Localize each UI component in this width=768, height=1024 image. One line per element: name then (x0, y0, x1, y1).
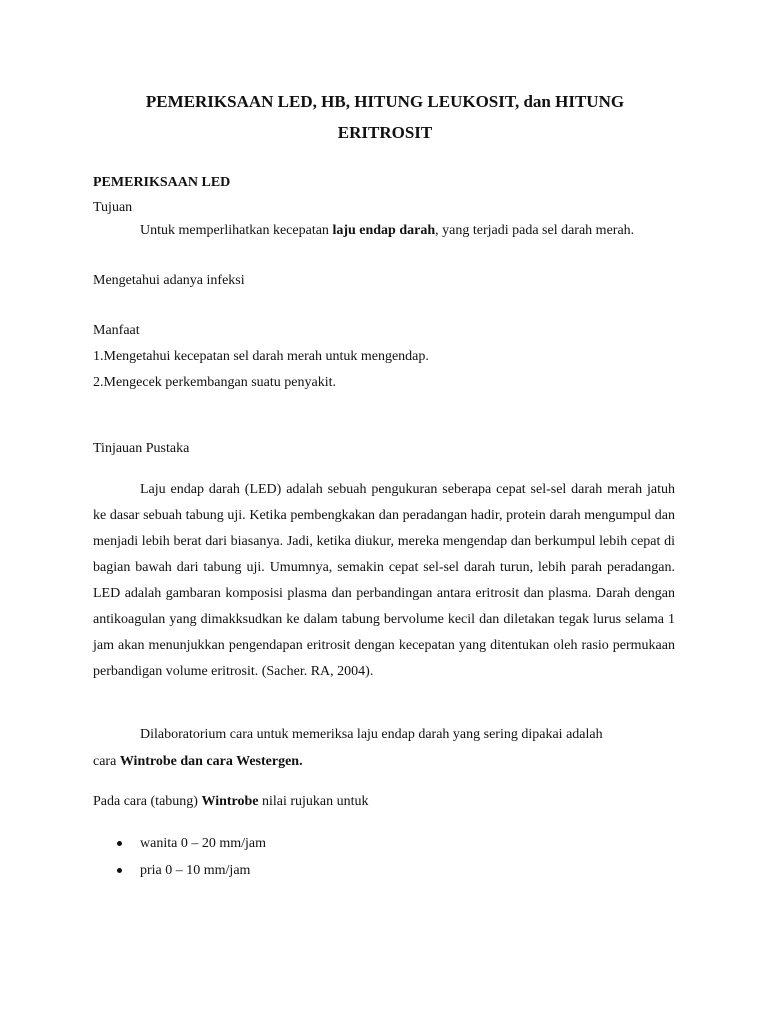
reference-values-list (93, 830, 676, 884)
list-item (93, 830, 676, 857)
tinjauan-paragraph-2 (93, 721, 676, 775)
methods-bold: Wintrobe dan cara Westergen. (119, 754, 303, 769)
wintrobe-intro (93, 789, 676, 814)
wintrobe-bold: Wintrobe (201, 794, 259, 809)
document-title (94, 86, 676, 148)
tinjauan-paragraph-2-line-2 (93, 748, 676, 775)
title-line-2: ERITROSIT (337, 123, 433, 142)
tujuan-text-before: Untuk memperlihatkan kecepatan (140, 223, 333, 238)
list-item (93, 857, 676, 884)
title-line-1: PEMERIKSAAN LED, HB, HITUNG LEUKOSIT, dan HITUNG (145, 92, 625, 111)
wintrobe-suffix: nilai rujukan untuk (258, 794, 369, 809)
tujuan-line-2: Mengetahui adanya infeksi (93, 273, 245, 288)
reference-value-men: pria 0 – 10 mm/jam (140, 863, 251, 878)
reference-value-women: wanita 0 – 20 mm/jam (140, 836, 266, 851)
manfaat-label: Manfaat (93, 323, 140, 338)
bullet-icon (117, 868, 122, 873)
tujuan-line-2-block (93, 268, 676, 293)
tinjauan-heading-block (93, 436, 676, 461)
manfaat-item-2: 2.Mengecek perkembangan suatu penyakit. (93, 375, 336, 390)
bullet-icon (117, 841, 122, 846)
tinjauan-label: Tinjauan Pustaka (93, 441, 190, 456)
tujuan-bold-term: laju endap darah (332, 223, 436, 238)
tujuan-paragraph (93, 218, 675, 244)
tujuan-label: Tujuan (93, 200, 133, 215)
tujuan-text-after: , yang terjadi pada sel darah merah. (435, 223, 635, 238)
tujuan-section (93, 170, 676, 220)
tinjauan-paragraph-2-line-1: Dilaboratorium cara untuk memeriksa laju endap darah yang sering dipakai adalah (140, 727, 603, 742)
section-heading: PEMERIKSAAN LED (93, 175, 231, 190)
wintrobe-intro-line (93, 789, 676, 814)
methods-prefix: cara (93, 754, 120, 769)
tinjauan-paragraph-1: Laju endap darah (LED) adalah sebuah pengukuran seberapa cepat sel-sel darah merah jatuh ke dasar sebuah tabung uji. Ketika pembengkakan dan peradangan hadir, protein darah mengumpul dan menjadi lebih berat dari biasanya. Jadi, ketika diukur, mereka mengendap dan berkumpul lebih cepat di bagian bawah dari tabung uji. Umumnya, semakin cepat sel-sel darah turun, lebih parah peradangan. LED adalah gambaran komposisi plasma dan perbandingan antara eritrosit dan plasma. Darah dengan antikoagulan yang dimakksudkan ke dalam tabung bervolume kecil dan diletakan tegak lurus selama 1 jam akan menunjukkan pengendapan eritrosit dengan kecepatan yang ditentukan oleh rasio permukaan perbandigan volume eritrosit. (Sacher. RA, 2004). (93, 482, 675, 679)
manfaat-section (93, 318, 676, 396)
wintrobe-prefix: Pada cara (tabung) (93, 794, 202, 809)
manfaat-item-1: 1.Mengetahui kecepatan sel darah merah untuk mengendap. (93, 349, 429, 364)
